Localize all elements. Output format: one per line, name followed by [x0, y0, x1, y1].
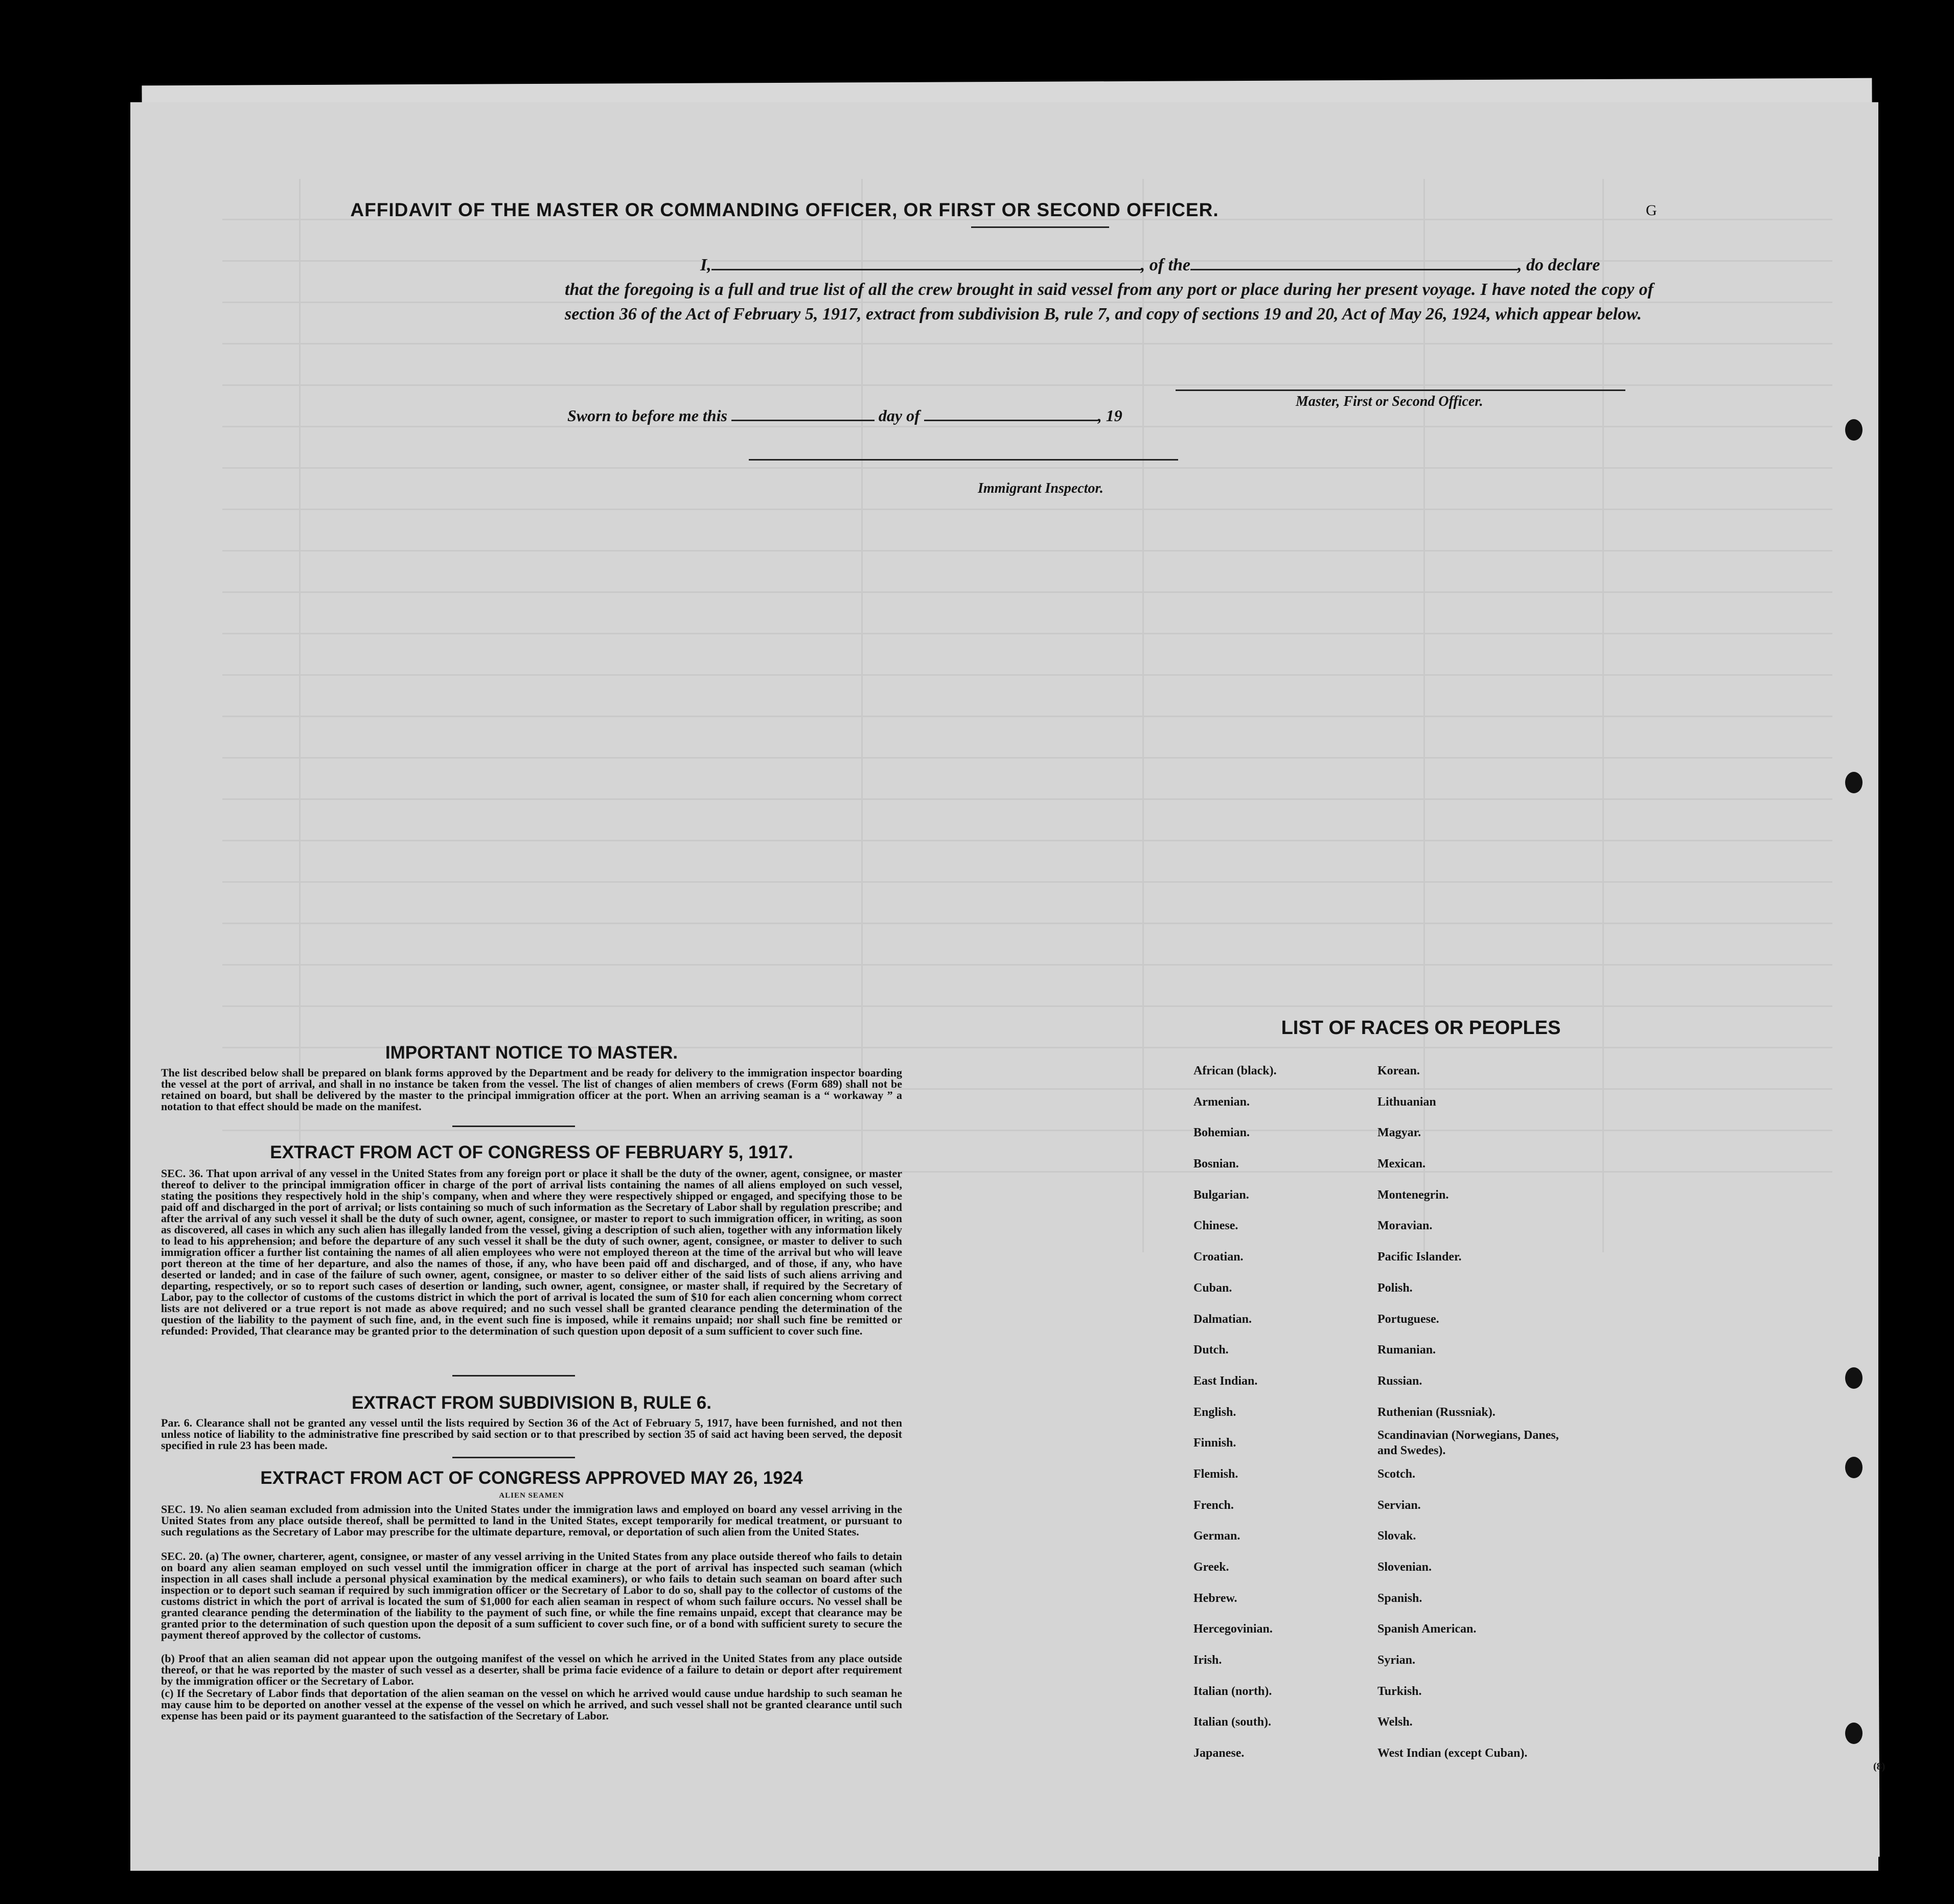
races-heading: LIST OF RACES OR PEOPLES [1281, 1017, 1561, 1039]
race-item: Korean. [1377, 1064, 1420, 1077]
race-item: Cuban. [1193, 1281, 1232, 1295]
race-item: Scandinavian (Norwegians, Danes, and Swedes). [1377, 1429, 1559, 1458]
affidavit-body: that the foregoing is a full and true list of all the crew brought in said vessel from any port or place during her present voyage. I have noted the copy of section 36 of the Act of February 5, 1917, extract from subdivision B, rule 7, and copy of sections 19 and 20, Act of May 26, 1924, which appear below. [565, 280, 1653, 324]
divider [452, 1375, 575, 1377]
punch-hole [1845, 1367, 1863, 1389]
race-item: Slovenian. [1377, 1561, 1432, 1574]
race-item: Welsh. [1377, 1715, 1413, 1729]
day-of-label: day of [878, 406, 920, 425]
name-blank[interactable] [711, 269, 1141, 270]
notice-text: The list described below shall be prepared on blank forms approved by the Department and be ready for delivery to the immigration inspector boarding the vessel at the port of arrival, and shall in no instance be taken from the vessel. The list of changes of alien members of crews (Form 689) shall not be retained on board, but shall be delivered by the master to the principal immigration officer at the port. When an arriving seaman is a “ workaway ” a notation to that effect should be made on the manifest. [161, 1066, 902, 1113]
race-item: Lithuanian [1377, 1095, 1436, 1109]
inspector-caption: Immigrant Inspector. [978, 480, 1104, 496]
race-item: Montenegrin. [1377, 1188, 1449, 1202]
extract-1924-sec20a: SEC. 20. (a) The owner, charterer, agent, consignee, or master of any vessel arriving in the United States from any place outside thereof who fails to detain on board any alien seaman employed on such vessel until the immigration officer in charge at the port of arrival has inspected such seaman (which inspection in all cases shall include a personal physical examination by the medical examiners), or who fails to detain such seaman on board after such inspection or to deport such seaman if required by such immigration officer or the Secretary of Labor to do so, shall pay to the collector of customs of the customs district in which the port of arrival is located the sum of $1,000 for each alien seaman in respect of whom such failure occurs. No vessel shall be granted clearance pending the determination of the liability to the payment of such fine, or while the fine remains unpaid, except that clearance may be granted prior to the determination of such question upon the deposit of a sum sufficient to cover such fine, or of a bond with sufficient surety to secure the payment thereof approved by the collector of customs. [161, 1550, 902, 1641]
race-item: Bohemian. [1193, 1126, 1250, 1140]
race-item: Mexican. [1377, 1157, 1426, 1171]
affidavit-text [565, 253, 1653, 327]
signature-line[interactable] [1176, 389, 1625, 391]
race-item: Croatian. [1193, 1250, 1244, 1264]
race-item: Moravian. [1377, 1219, 1433, 1233]
race-item: Italian (north). [1193, 1684, 1272, 1698]
manifest-page [130, 102, 1886, 1871]
extract-rule6-text: Par. 6. Clearance shall not be granted any vessel until the lists required by Section 36 of the Act of February 5, 1917, have been furnished, and not then unless notice of liability to the administrative fine prescribed by said section or to that prescribed by section 35 of said act having been served, the deposit specified in rule 23 has been made. [161, 1416, 902, 1452]
race-item: Scotch. [1377, 1467, 1415, 1481]
race-item: Rumanian. [1377, 1343, 1436, 1357]
extract-1924-sec19: SEC. 19. No alien seaman excluded from admission into the United States under the immigration laws and employed on board any vessel arriving in the United States from any place outside thereof, shall be permitted to land in the United States, except temporarily for medical treatment, or pursuant to such regulations as the Secretary of Labor may prescribe for the ultimate departure, removal, or deportation of such alien from the United States. [161, 1503, 902, 1538]
vessel-blank[interactable] [1190, 269, 1518, 270]
race-item: German. [1193, 1529, 1240, 1543]
notice-heading: IMPORTANT NOTICE TO MASTER. [385, 1043, 678, 1063]
race-item: Spanish American. [1377, 1622, 1477, 1636]
sworn-line [567, 406, 1122, 425]
race-item: Ruthenian (Russniak). [1377, 1405, 1496, 1419]
inspector-signature-line[interactable] [749, 459, 1178, 461]
race-item: Slovak. [1377, 1529, 1416, 1543]
year-prefix: , 19 [1097, 406, 1122, 425]
extract-1924-heading: EXTRACT FROM ACT OF CONGRESS APPROVED MAY 26, 1924 [260, 1468, 803, 1488]
extract-1917-heading: EXTRACT FROM ACT OF CONGRESS OF FEBRUARY 5, 1917. [270, 1142, 793, 1162]
punch-hole [1845, 772, 1863, 793]
race-item: Italian (south). [1193, 1715, 1272, 1729]
signature-caption: Master, First or Second Officer. [1296, 394, 1483, 409]
race-item: Dalmatian. [1193, 1312, 1252, 1326]
race-item: Dutch. [1193, 1343, 1229, 1357]
do-declare-label: , do declare [1518, 256, 1600, 274]
extract-1924-subheading: ALIEN SEAMEN [499, 1492, 564, 1500]
of-the-label: , of the [1140, 256, 1191, 274]
race-item: African (black). [1193, 1064, 1277, 1077]
day-blank[interactable] [731, 420, 875, 421]
divider [452, 1126, 575, 1127]
race-item: Flemish. [1193, 1467, 1238, 1481]
race-item: Greek. [1193, 1561, 1229, 1574]
month-blank[interactable] [924, 420, 1098, 421]
affidavit-heading: AFFIDAVIT OF THE MASTER OR COMMANDING OFFICER, OR FIRST OR SECOND OFFICER. [350, 199, 1219, 220]
race-item: Hercegovinian. [1193, 1622, 1273, 1636]
race-item: Pacific Islander. [1377, 1250, 1462, 1264]
race-item: Chinese. [1193, 1219, 1238, 1233]
race-item: Irish. [1193, 1654, 1222, 1667]
extract-1924-sec20b: (b) Proof that an alien seaman did not appear upon the outgoing manifest of the vessel on which he arrived in the United States from any place outside thereof, or that he was reported by the master of such vessel as a deserter, shall be prima facie evidence of a failure to detain or deport after requirement by the immigration officer or the Secretary of Labor. [161, 1652, 902, 1687]
race-item: Russian. [1377, 1374, 1422, 1388]
races-right-column [1377, 1056, 1572, 1769]
race-item: Armenian. [1193, 1095, 1250, 1109]
race-item: Turkish. [1377, 1684, 1422, 1698]
race-item: Bosnian. [1193, 1157, 1239, 1171]
race-item: Japanese. [1193, 1747, 1245, 1760]
race-item: Servian. [1377, 1498, 1421, 1512]
races-left-column [1193, 1056, 1277, 1769]
race-item: Bulgarian. [1193, 1188, 1249, 1202]
extract-rule6-heading: EXTRACT FROM SUBDIVISION B, RULE 6. [352, 1393, 711, 1413]
race-item: Syrian. [1377, 1654, 1416, 1667]
race-item: Finnish. [1193, 1436, 1236, 1450]
heading-divider [971, 226, 1109, 228]
race-item: East Indian. [1193, 1374, 1258, 1388]
form-code: (8) [1873, 1761, 1886, 1772]
race-item: West Indian (except Cuban). [1377, 1747, 1528, 1760]
sworn-label: Sworn to before me this [567, 406, 727, 425]
race-item: English. [1193, 1405, 1236, 1419]
race-item: French. [1193, 1498, 1234, 1512]
extract-1917-text: SEC. 36. That upon arrival of any vessel in the United States from any foreign port or place it shall be the duty of the owner, agent, consignee, or master thereof to deliver to the principal immigration officer in charge of the port of arrival lists containing the names of all aliens employed on such vessel, stating the positions they respectively hold in the ship's company, when and where they were respectively shipped or engaged, and specifying those to be paid off and discharged in the port of arrival; or lists containing so much of such information as the Secretary of Labor shall by regulation prescribe; and after the arrival of any such vessel it shall be the duty of such owner, agent, consignee, or master to report to such immigration officer, in writing, as soon as discovered, all cases in which any such alien has illegally landed from the vessel, giving a description of such alien, together with any information likely to lead to his apprehension; and before the departure of any such vessel it shall be the duty of such owner, agent, consignee, or master to deliver to such immigration officer a further list containing the names of all alien employees who were not employed thereon at the time of the arrival but who will leave port thereon at the time of her departure, and also the names of those, if any, who have been paid off and discharged, and of those, if any, who have deserted or landed; and in case of the failure of such owner, agent, consignee, or master to so deliver either of the said lists of such aliens arriving and departing, respectively, or so to report such cases of desertion or landing, such owner, agent, consignee, or master shall, if required by the Secretary of Labor, pay to the collector of customs of the customs district in which the port of arrival is located the sum of $10 for each alien concerning whom correct lists are not delivered or a true report is not made as above required; and no such vessel shall be granted clearance pending the determination of the question of the liability to the payment of such fine, and, in the event such fine is imposed, while it remains unpaid; nor shall such fine be remitted or refunded: Provided, That clearance may be granted prior to the determination of such question upon deposit of a sum sufficient to cover such fine. [161, 1167, 902, 1337]
race-item: Spanish. [1377, 1591, 1422, 1605]
punch-hole [1845, 1457, 1863, 1478]
extract-1924-sec20c: (c) If the Secretary of Labor finds that deportation of the alien seaman on the vessel on which he arrived would cause undue hardship to such seaman he may cause him to be deported on another vessel at the expense of the vessel on which he arrived, and such vessel shall not be granted clearance until such expense has been paid or its payment guaranteed to the satisfaction of the Secretary of Labor. [161, 1687, 902, 1722]
race-item: Polish. [1377, 1281, 1413, 1295]
divider [452, 1457, 575, 1458]
punch-hole [1845, 419, 1863, 441]
race-item: Hebrew. [1193, 1591, 1237, 1605]
page-mark: G [1646, 202, 1657, 219]
punch-hole [1845, 1723, 1863, 1744]
race-item: Portuguese. [1377, 1312, 1439, 1326]
i-label: I, [700, 256, 711, 274]
race-item: Magyar. [1377, 1126, 1421, 1140]
